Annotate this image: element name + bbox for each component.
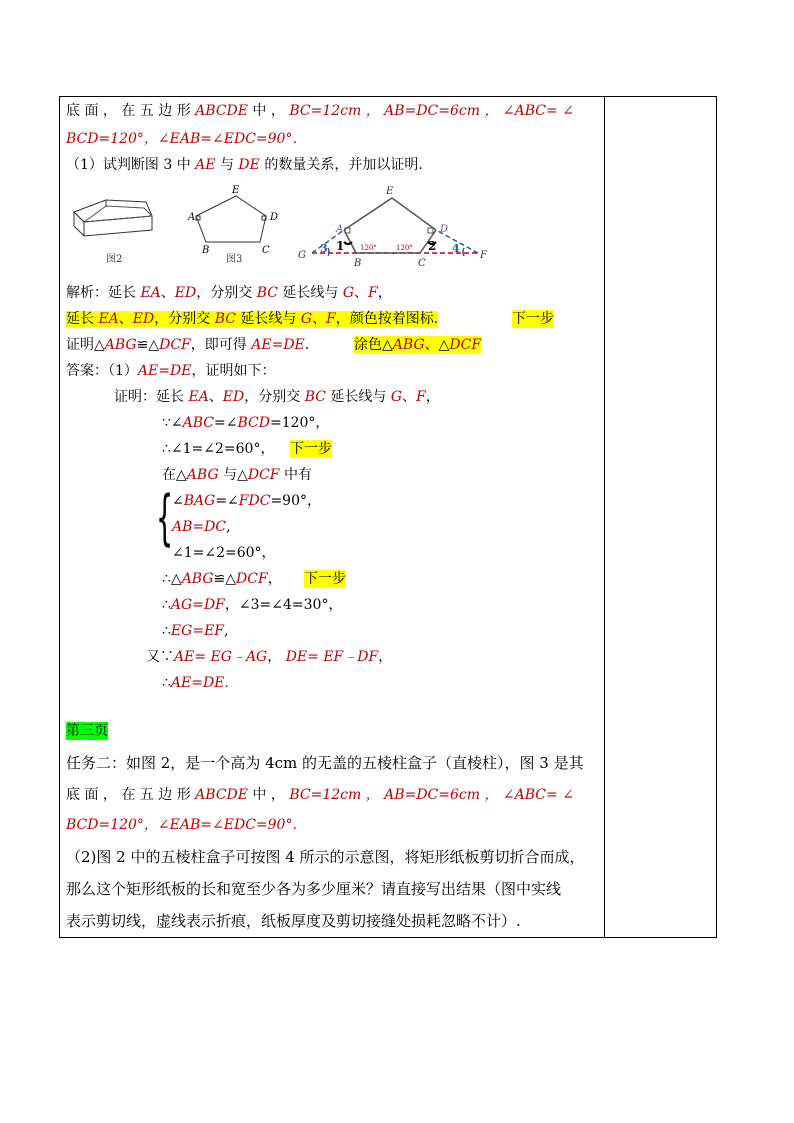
fig4-label-c: C	[418, 258, 426, 268]
fig4-label-e: E	[386, 186, 394, 197]
fig4-angle-120-left: 120°	[360, 244, 377, 252]
text-line-15: ∴△ABG≌△DCF，	[162, 571, 282, 587]
fig4-label-b: B	[354, 258, 362, 268]
math: =	[404, 103, 417, 119]
text: ，分别交	[196, 285, 257, 301]
page-three-label: 第三页	[66, 723, 108, 739]
text-line-6: 证明△ABG≌△DCF，即可得 AE=DE.	[66, 337, 310, 353]
text-line-22: 底 面 ， 在 五 边 形 ABCDE 中 ， BC=12cm ， AB=DC=6cm ， ∠ABC= ∠	[66, 787, 574, 803]
figure-3-caption: 图3	[226, 254, 243, 265]
text-line-7: 答案：（1）AE=DE，证明如下：	[66, 363, 276, 379]
next-step-button[interactable]: 下一步	[290, 441, 332, 457]
task-two-intro: 任务二：如图 2，是一个高为 4cm 的无盖的五棱柱盒子（直棱柱），图 3 是其	[66, 754, 584, 772]
text: 、	[160, 285, 175, 301]
figure-2-caption: 图2	[106, 254, 123, 265]
text-line-13: AB=DC,	[172, 519, 231, 535]
math: EDC	[223, 131, 256, 147]
fig4-label-a: A	[336, 224, 344, 235]
text: 、	[354, 285, 369, 301]
text-line-11: 在△ABG 与△DCF 中有	[162, 467, 312, 483]
text-line-16: ∴AG=DF，∠3=∠4=30°，	[162, 597, 343, 613]
side-cell	[604, 96, 717, 938]
math: =120°，∠	[98, 131, 170, 147]
math: =12cm ，	[310, 103, 385, 119]
fig4-label-g: G	[298, 250, 306, 261]
math: =6cm ， ∠	[438, 103, 515, 119]
text-line-1	[66, 102, 574, 120]
math: ABCDE	[195, 103, 248, 119]
text-line-4	[66, 284, 392, 302]
task-two-question-line-1: （2)图 2 中的五棱柱盒子可按图 4 所示的示意图，将矩形纸板剪切折合而成，	[66, 848, 585, 866]
highlight-hint: 延长 EA、ED，分别交 BC 延长线与 G、F，颜色按着图标.	[66, 311, 439, 327]
text-line-2	[66, 130, 306, 148]
color-triangles-button[interactable]: 涂色△ABG、△DCF	[354, 337, 482, 353]
math: EAB	[169, 131, 201, 147]
text: 延长线与	[277, 285, 343, 301]
fig4-angle-4: 4	[452, 242, 460, 255]
task-two-question-line-3: 表示剪切线，虚线表示折痕，纸板厚度及剪切接缝处损耗忽略不计）.	[66, 912, 521, 930]
math: ABC	[514, 103, 547, 119]
math: BC	[256, 285, 278, 301]
text-line-5	[66, 310, 438, 328]
math: =∠	[200, 131, 224, 147]
fig3-label-c: C	[262, 245, 270, 256]
fig4-angle-3: 3	[320, 242, 328, 255]
fig4-angle-1: 1	[336, 239, 345, 253]
math: AE	[195, 157, 216, 173]
text: ，	[377, 285, 392, 301]
math: BC	[289, 103, 311, 119]
fig3-label-d: D	[270, 212, 279, 223]
fig4-angle-2: 2	[428, 239, 437, 253]
math: DE	[238, 157, 260, 173]
text-line-10: ∴∠1=∠2=60°，	[162, 441, 275, 457]
text-line-12: ∠BAG=∠FDC=90°，	[172, 493, 321, 509]
text-line-14: ∠1=∠2=60°，	[172, 545, 276, 561]
math: BCD	[66, 131, 99, 147]
fig3-label-b: B	[202, 245, 210, 256]
fig4-label-f: F	[480, 250, 487, 261]
math: = ∠	[546, 103, 574, 119]
text-line-19: ∴AE=DE.	[162, 675, 229, 691]
text-line-9: ∵∠ABC=∠BCD=120°，	[162, 415, 330, 431]
math: F	[368, 285, 378, 301]
text-line-17: ∴EG=EF,	[162, 623, 229, 639]
text: 底 面 ， 在 五 边 形	[66, 103, 196, 119]
next-step-button[interactable]: 下一步	[512, 311, 554, 327]
math: DC	[416, 103, 439, 119]
text-line-3	[66, 156, 423, 174]
fig4-label-d: D	[440, 224, 449, 235]
text: 中 ，	[247, 103, 290, 119]
math: G	[342, 285, 355, 301]
math: AB	[384, 103, 405, 119]
text-line-23: BCD=120°，∠EAB=∠EDC=90°．	[66, 817, 307, 833]
text-line-8: 证明：延长 EA、ED，分别交 BC 延长线与 G、F，	[114, 389, 440, 405]
task-two-question-line-2: 那么这个矩形纸板的长和宽至少各为多少厘米？请直接写出结果（图中实线	[66, 880, 562, 898]
text: 与	[215, 157, 239, 173]
text: 的数量关系，并加以证明.	[259, 157, 423, 173]
figure-3-pentagon	[196, 196, 266, 242]
fig3-label-a: A	[188, 212, 196, 223]
text: 解析：延长	[66, 285, 141, 301]
fig4-angle-120-right: 120°	[396, 244, 413, 252]
text-line-18: 又∵AE= EG﹣AG， DE= EF﹣DF，	[146, 649, 393, 665]
math: EA	[140, 285, 161, 301]
next-step-button[interactable]: 下一步	[304, 571, 346, 587]
math: =90°．	[255, 131, 307, 147]
brace: {	[156, 483, 174, 553]
math: ED	[174, 285, 197, 301]
figure-2-box	[74, 200, 152, 236]
fig3-label-e: E	[232, 185, 240, 196]
figures-row	[66, 182, 506, 268]
text: （1）试判断图 3 中	[66, 157, 196, 173]
